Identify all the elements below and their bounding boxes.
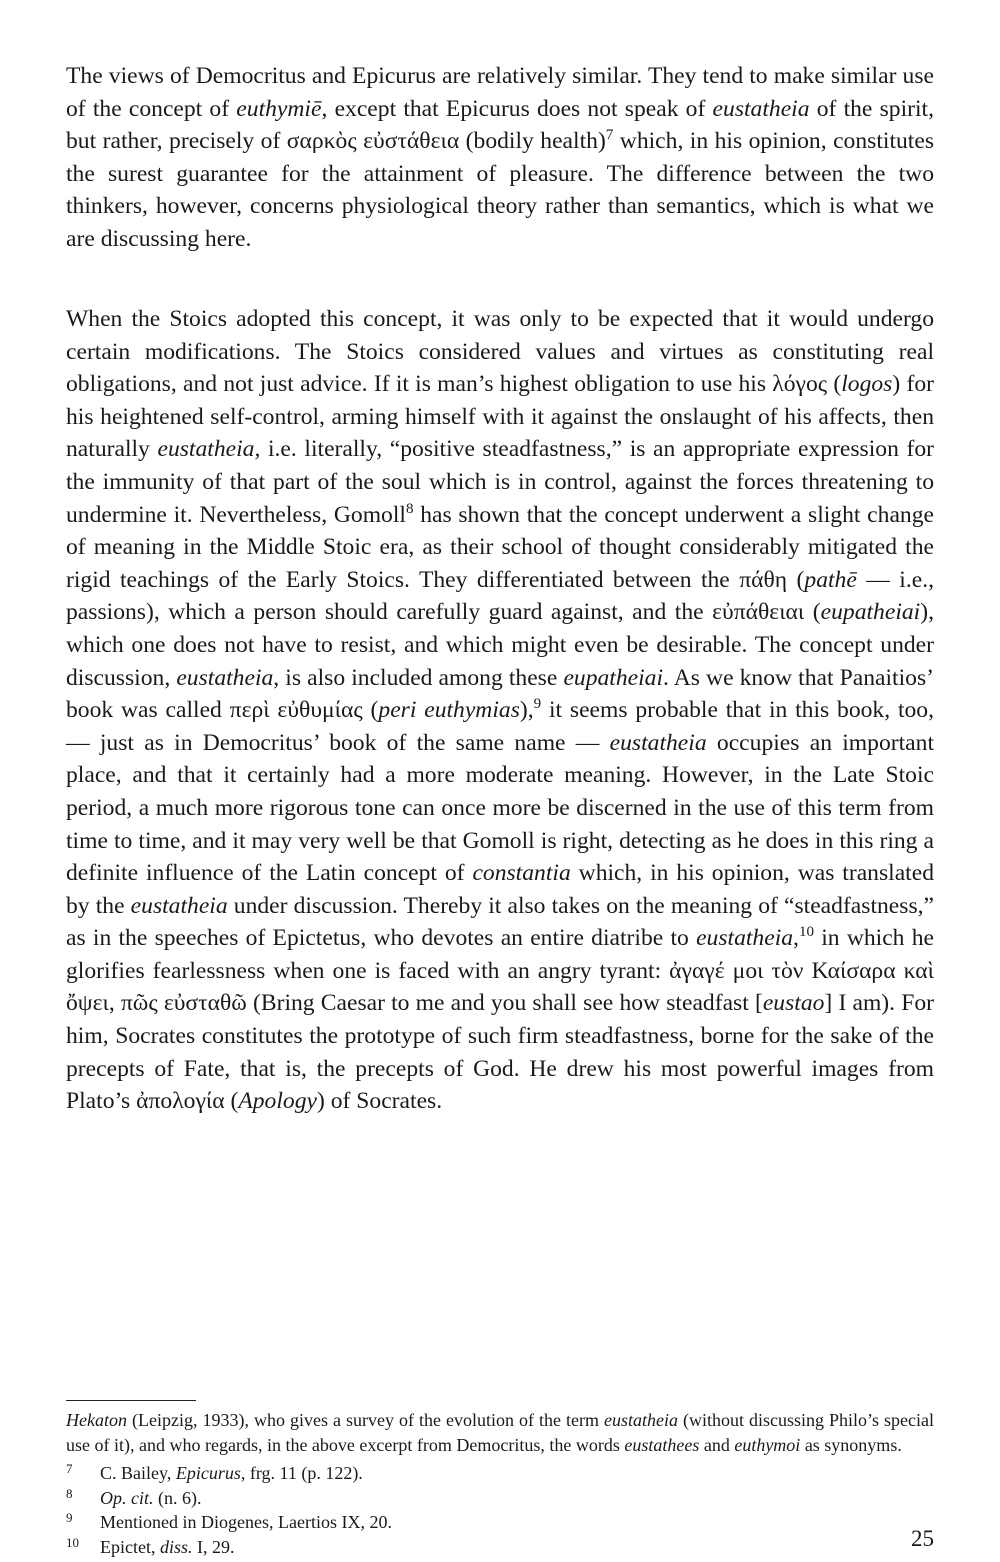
text-run: C. Bailey, [100,1463,176,1483]
footnote-ref: 10 [798,924,814,941]
footnote-ref: 7 [605,127,614,144]
text-run: , is also included among these [273,664,564,691]
italic-text: logos [841,371,893,398]
text-run: which, in his opinion, constitutes the surest guarantee for the attainment of pleasure. The difference between the two thinkers, however, concerns physiological theory rather than semantics, which is what we are discussing here. [66,128,934,252]
body-paragraph-2 [66,303,934,1118]
italic-text: diss. [159,1536,193,1557]
italic-text: eustao [762,990,825,1017]
text-run: Mentioned in Diogenes, Laertios IX, 20. [100,1512,392,1532]
italic-text: euthymiē [236,95,322,122]
italic-text: eustatheia [130,892,228,919]
italic-text: euthymoi [734,1434,801,1455]
italic-text: pathē [804,566,857,593]
footnote-10: 10 Epictet, diss. I, 29. [66,1534,235,1557]
italic-text: constantia [472,860,571,887]
italic-text: Op. cit. [100,1487,154,1508]
italic-text: eustatheia [176,664,274,691]
text-run: ) for his heightened self-control, arming himself with it against the onslaught of his affects, then naturally [66,371,934,463]
text-run: Epictet, [100,1536,160,1557]
italic-text: eustatheia [712,95,810,122]
text-run: of the spirit, but rather, precisely of σαρκὸς εὐστάθεια (bodily health) [66,95,935,155]
body-paragraph-1 [66,60,934,256]
italic-text: peri euthymias [378,697,520,724]
text-run: ), [519,697,534,724]
text-run: . As we know that Panaitios’ book was called περὶ εὐθυμίας ( [66,664,934,724]
italic-text: eustatheia [603,1410,678,1430]
footnote-9: 9 Mentioned in Diogenes, Laertios IX, 20. [66,1510,392,1532]
text-run: When the Stoics adopted this concept, it was only to be expected that it would undergo certain modifications. The Stoics considered values and virtues as constituting real obligations, and not just advice. If it is man’s highest obligation to use his λόγος ( [66,306,934,398]
text-run: (n. 6). [153,1487,202,1508]
text-run: , frg. 11 (p. 122). [240,1463,363,1483]
text-run: i.e. literally, “positive steadfastness,” is an appropriate expression for the immunity of that part of the soul which is in control, against the forces threatening to undermine it. Nevertheless, Gomoll [66,436,934,528]
text-run: ), which one does not have to resist, and which might even be desirable. The concept under discussion, [66,599,934,691]
italic-text: eustathees [624,1434,700,1455]
text-run: and [699,1434,735,1455]
text-run: ] I am). For him, Socrates constitutes the prototype of such firm steadfastness, borne for the sake of the precepts of Fate, that is, the precepts of God. He drew his most powerful images from Plato’s ἀπολογία ( [66,990,934,1115]
page-number: 25 [911,1526,934,1551]
text-run: under discussion. Thereby it also takes on the meaning of “steadfastness,” as in the speeches of Epictetus, who devotes an entire diatribe to [66,892,935,952]
text-run: ) of Socrates. [316,1088,443,1115]
italic-text: eustatheia, [157,436,261,463]
text-run: which, in his opinion, was translated by the [66,860,934,919]
italic-text: eustatheia, [696,925,799,952]
text-run: occupies an important place, and that it certainly had a more moderate meaning. However, in the Late Stoic period, a much more rigorous tone can once more be discerned in the use of this term from time to time, and it may very well be that Gomoll is right, detecting as he does in this ring a definite influence of the Latin concept of [66,729,934,887]
italic-text: Hekaton [66,1410,127,1430]
footnote-7: 7 C. Bailey, Epicurus, frg. 11 (p. 122). [66,1461,363,1483]
text-run: (without discussing Philo’s special use of it), and who regards, in the above excerpt from Democritus, the words [66,1410,934,1455]
text-run: I, 29. [192,1536,235,1557]
text-run: has shown that the concept underwent a slight change of meaning in the Middle Stoic era, as their school of thought considerably mitigated the rigid teachings of the Early Stoics. They differentiated between the πάθη ( [66,501,934,593]
italic-text: Apology [238,1088,317,1115]
text-run: — i.e., passions), which a person should carefully guard against, and the εὐπάθειαι ( [66,566,934,626]
footnote-ref: 9 [533,696,542,713]
italic-text: eustatheia [609,729,707,756]
italic-text: eupatheiai [820,599,921,626]
italic-text: Epicurus [175,1463,241,1483]
text-run: in which he glorifies fearlessness when one is faced with an angry tyrant: ἀγαγέ μοι τὸν Καίσαρα καὶ ὄψει, πῶς εὐσταθῶ (Bring Caesar to me and you shall see how steadfast [ [66,925,934,1017]
footnote-separator [66,1400,196,1401]
italic-text: eupatheiai [563,664,664,691]
footnote-continuation [66,1408,934,1457]
footnote-ref: 8 [405,500,414,517]
footnote-8: 8 Op. cit. (n. 6). [66,1485,202,1508]
text-run: (Leipzig, 1933), who gives a survey of the evolution of the term [126,1410,604,1430]
text-run: , except that Epicurus does not speak of [321,95,713,122]
text-run: The views of Democritus and Epicurus are relatively similar. They tend to make similar use of the concept of [66,63,934,122]
text-run: as synonyms. [800,1434,902,1455]
text-run: it seems probable that in this book, too, — just as in Democritus’ book of the same name — [66,697,934,756]
